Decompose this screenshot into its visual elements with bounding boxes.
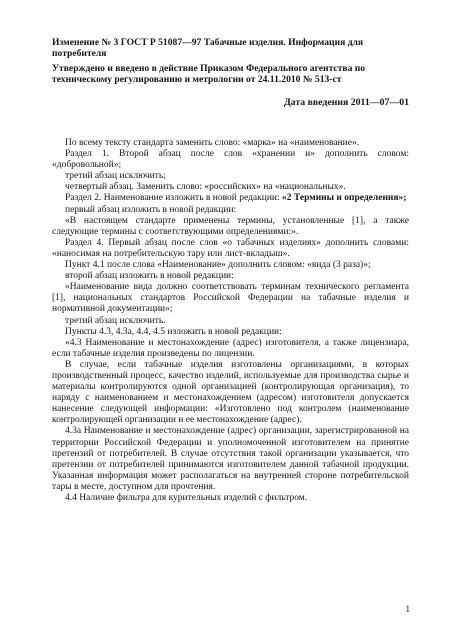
document-body	[52, 138, 409, 504]
body-paragraph: Пункт 4.1 после слова «Наименование» дополнить словом: «вида (3 раза)»;	[65, 260, 371, 271]
body-paragraph: третий абзац исключить;	[65, 171, 166, 182]
body-paragraph: «Наименование вида должно соответствовать терминам технического регламента [1], национальных стандартов Российской Федерации на табачные изделия и нормативной документации»;	[52, 282, 409, 315]
amendment-title: Изменение № 3 ГОСТ Р 51087—97 Табачные изделия. Информация для потребителя	[52, 37, 364, 60]
body-paragraph: Раздел 2. Наименование изложить в новой редакции: «2 Термины и определения»;	[65, 193, 407, 204]
body-paragraph: третий абзац исключить.	[65, 315, 166, 326]
body-paragraph: Пункты 4.3, 4.3а, 4.4, 4.5 изложить в новой редакции:	[65, 326, 282, 337]
body-paragraph: «В настоящем стандарте применены термины, установленные [1], а также следующие термины с соответствующими определениями:».	[52, 215, 409, 237]
body-paragraph: 4.3а Наименование и местонахождение (адрес) организации, зарегистрированной на территории Российской Федерации и уполномоченной изготовителем на принятие претензий от потребителей. В случае отсутствия такой организации указывается, что претензии от потребителей принимаются изготовителем данной табачной продукции. Указанная информация может располагаться на внутренней стороне потребительской тары в месте, доступном для прочтения.	[52, 426, 409, 492]
body-paragraph: первый абзац изложить в новой редакции:	[65, 204, 237, 215]
effective-date: Дата введения 2011—07—01	[283, 97, 409, 108]
page-number: 1	[405, 604, 410, 614]
body-paragraph: 4.4 Наличие фильтра для курительных изделий с фильтром.	[65, 493, 308, 503]
body-paragraph: «4.3 Наименование и местонахождение (адрес) изготовителя, а также лицензиара, если табачные изделия произведены по лицензии.	[52, 337, 409, 359]
body-paragraph: второй абзац изложить в новой редакции:	[65, 271, 234, 282]
approval-statement: Утверждено и введено в действие Приказом Федерального агентства по техническому регулированию и метрологии от 24.11.2010 № 513-ст	[52, 63, 366, 86]
body-paragraph: четвертый абзац. Заменить слово: «российских» на «национальных».	[65, 182, 346, 193]
body-paragraph: В случае, если табачные изделия изготовлены организациями, в которых производственный процесс, качество изделий, используемые для производства сырье и материалы контролируются одной организацией (контролирующая организация), то наряду с наименованием и местонахождением (адресом) изготовителя допускается нанесение следующей информации: «Изготовлено под контролем (наименование контролирующей организации и ее местонахождение (адрес).	[52, 359, 409, 426]
body-paragraph: По всему тексту стандарта заменить слово: «марка» на «наименование».	[65, 138, 360, 148]
body-paragraph: Раздел 1. Второй абзац после слов «хранении и» дополнить словом: «добровольной»;	[52, 149, 409, 171]
body-paragraph: Раздел 4. Первый абзац после слов «о табачных изделиях» дополнить словами: «наносимая на потребительскую тару или лист-вкладыш».	[52, 237, 409, 259]
